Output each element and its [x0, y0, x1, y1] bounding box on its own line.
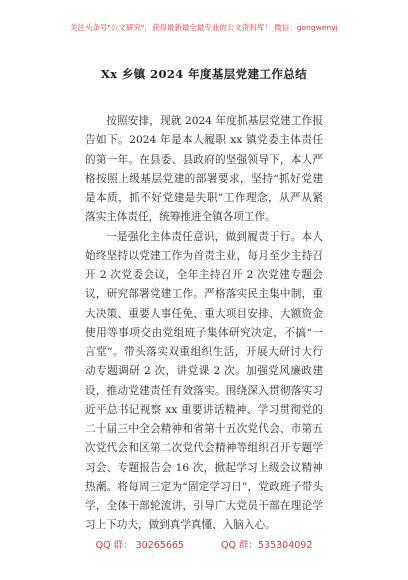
paragraph-intro: 按照安排，现就 2024 年度抓基层党建工作报告如下。2024 年是本人履职 xx 镇党委主体责任的第一年。在县委、县政府的坚强领导下，本人严格按照上级基层党建的部署要求，坚持“抓好党建是本质，抓不好党建是失职”工作理念，从严从紧落实主体责任，统筹推进全镇各项工作。: [85, 115, 323, 224]
paragraph-responsibility: 一是强化主体责任意识，做到履责于行。本人始终坚持以党建工作为首责主业，每月至少主持召开 2 次党委会议，全年主持召开 2 次党建专题会议，研究部署党建工作。严格落实民主集中制，重大决策、重要人事任免、重大项目安排、大额资金使用等事项交由党组班子集体研究决定，不搞“一言堂”。带头落实双重组织生活，开展大研讨大行动专题调研 2 次，讲党课 2 次。加强党风廉政建设，推动党建责任有效落实。围绕深入贯彻落实习近平总书记视察 xx 重要讲话精神、学习贯彻党的二十届三中全会精神和省第十五次党代会、市第五次党代会和区第二次党代会精神等组织召开专题学习会、专题报告会 16 次，掀起学习上级会议精神热潮。将每周三定为“固定学习日”，党政班子带头学，全体干部轮流讲，引导广大党员干部在理论学习上下功夫，做到真学真懂、入脑入心。: [85, 230, 323, 532]
top-banner: 关注头条号"公文研究"，获得最新最全最专业的公文资料库！ 微信：gongwenyj: [70, 23, 338, 32]
document-title: Xx 乡镇 2024 年度基层党建工作总结: [100, 67, 308, 81]
qq-group-1: QQ 群： 30265665: [95, 540, 184, 551]
document-body: [85, 112, 323, 536]
qq-group-2: QQ 群：535304092: [221, 540, 313, 551]
footer: [0, 537, 408, 551]
